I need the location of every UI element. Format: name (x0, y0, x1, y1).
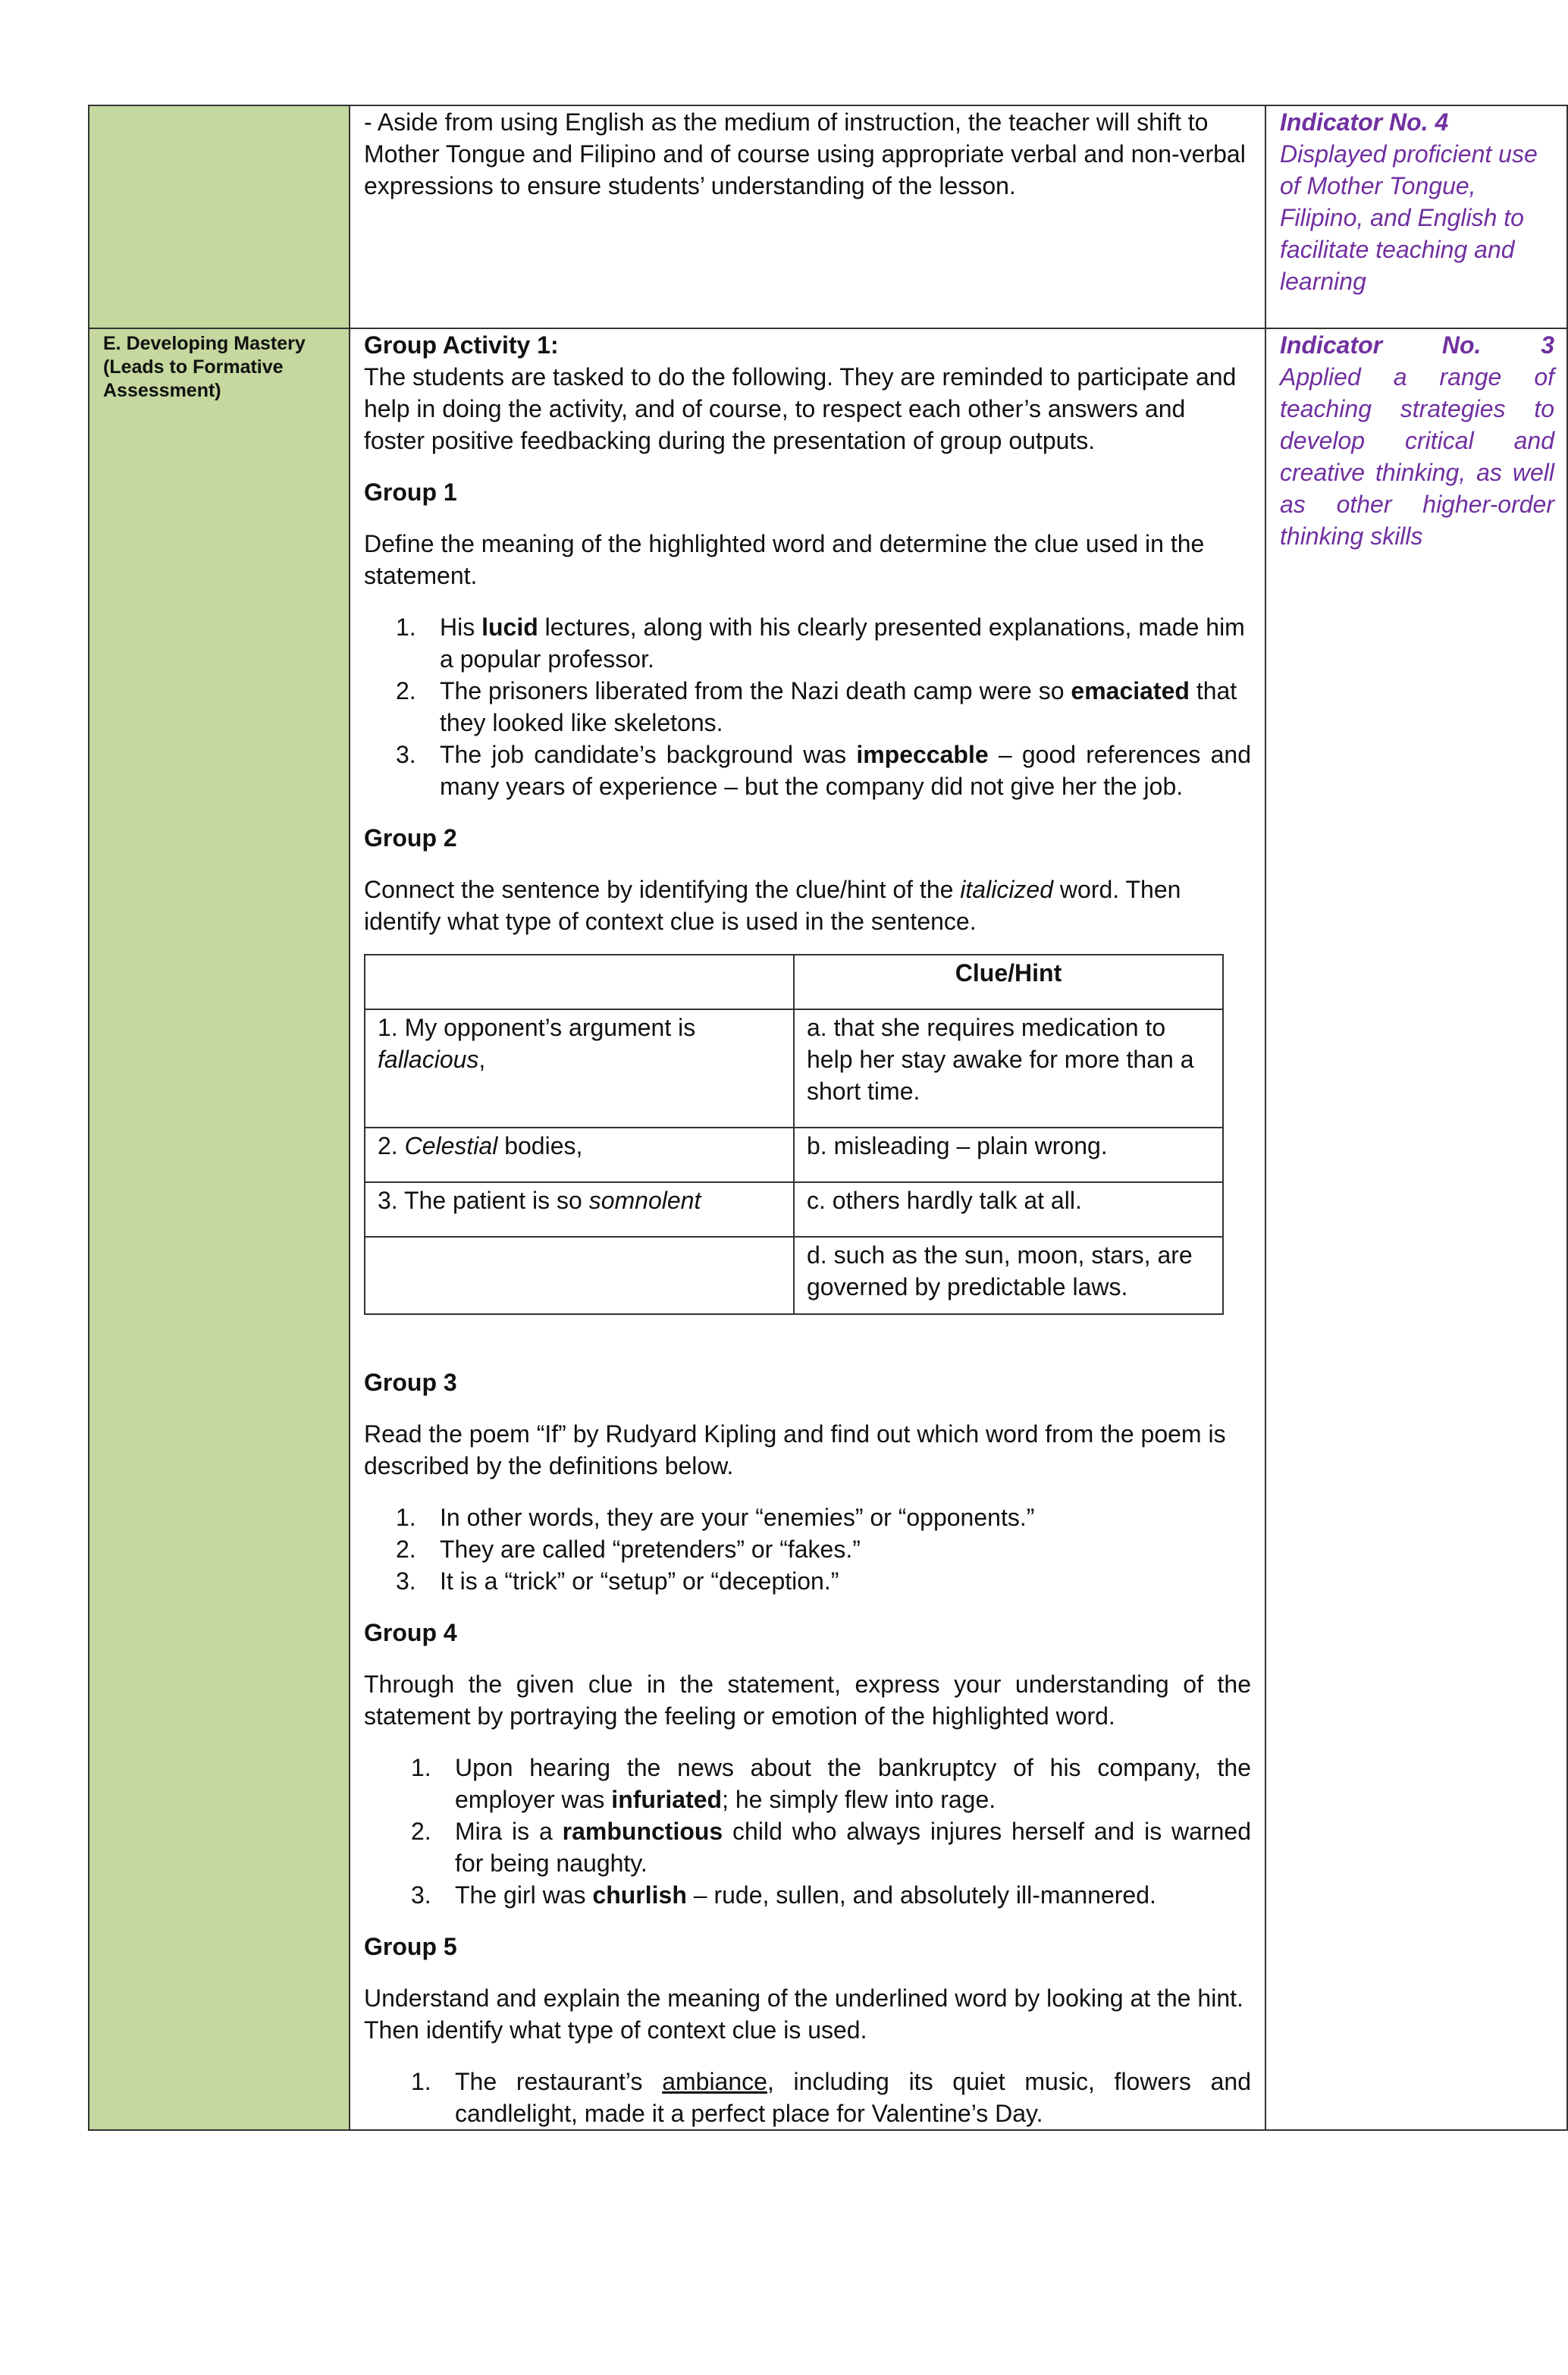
clue-table-cell: 1. My opponent’s argument is fallacious, (365, 1009, 794, 1128)
row1-label-cell (89, 105, 350, 328)
clue-table-header-right: Clue/Hint (794, 955, 1223, 1009)
lesson-plan-page (88, 105, 1554, 2131)
clue-hint-table (364, 954, 1224, 1315)
clue-table-cell: d. such as the sun, moon, stars, are governed by predictable laws. (794, 1237, 1223, 1314)
group1-instruction: Define the meaning of the highlighted word and determine the clue used in the statement. (364, 530, 1205, 589)
list-item: 3. It is a “trick” or “setup” or “deception.” (396, 1567, 839, 1595)
list-item: 3. The girl was churlish – rude, sullen, and absolutely ill-mannered. (411, 1881, 1156, 1909)
clue-table-cell: a. that she requires medication to help her stay awake for more than a short time. (794, 1009, 1223, 1128)
row-indicator-4 (89, 105, 1567, 328)
indicator-4-title: Indicator No. 4 (1280, 108, 1449, 136)
group-activity-title: Group Activity 1: (364, 331, 559, 359)
list-item: 2. The prisoners liberated from the Nazi death camp were so emaciated that they looked like skeletons. (396, 677, 1237, 736)
table-row (365, 1182, 1223, 1237)
clue-table-cell: 2. Celestial bodies, (365, 1128, 794, 1182)
group3-instruction: Read the poem “If” by Rudyard Kipling and find out which word from the poem is described by the definitions below. (364, 1420, 1226, 1479)
table-row (365, 955, 1223, 1009)
table-row (365, 1237, 1223, 1314)
group1-list (364, 611, 1251, 802)
row2-content-cell (350, 328, 1265, 2130)
row1-body-text: - Aside from using English as the medium of instruction, the teacher will shift to Mother Tongue and Filipino and of course using appropriate verbal and non-verbal expressions to ensure students’ understanding of the lesson. (364, 108, 1246, 199)
indicator-4-text: Displayed proficient use of Mother Tongue, Filipino, and English to facilitate teaching and learning (1280, 140, 1538, 295)
list-item: 1. In other words, they are your “enemies” or “opponents.” (396, 1504, 1035, 1531)
group5-instruction: Understand and explain the meaning of the underlined word by looking at the hint. Then identify what type of context clue is used. (364, 1984, 1243, 2044)
indicator-3-text: Applied a range of teaching strategies to develop critical and creative thinking, as well as other higher-order thinking skills (1280, 363, 1554, 550)
row1-content-cell (350, 105, 1265, 328)
group4-title: Group 4 (364, 1619, 457, 1646)
list-item: 1. His lucid lectures, along with his clearly presented explanations, made him a popular professor. (396, 613, 1245, 673)
row2-indicator-cell (1265, 328, 1567, 2130)
developing-mastery-label: E. Developing Mastery (Leads to Formative Assessment) (103, 333, 306, 401)
list-item: 2. Mira is a rambunctious child who always injures herself and is warned for being naughty. (411, 1818, 1252, 1877)
row1-indicator-cell (1265, 105, 1567, 328)
group2-instruction: Connect the sentence by identifying the clue/hint of the italicized word. Then identify what type of context clue is used in the sentence. (364, 876, 1181, 935)
group4-list (364, 1752, 1251, 1911)
clue-table-cell: b. misleading – plain wrong. (794, 1128, 1223, 1182)
group-activity-intro: The students are tasked to do the following. They are reminded to participate and help in doing the activity, and of course, to respect each other’s answers and foster positive feedbacking during the presentation of group outputs. (364, 363, 1237, 454)
table-row (365, 1009, 1223, 1128)
list-item: 1. The restaurant’s ambiance, including its quiet music, flowers and candlelight, made it a perfect place for Valentine’s Day. (411, 2068, 1252, 2127)
row2-label-cell (89, 328, 350, 2130)
list-item: 2. They are called “pretenders” or “fakes.” (396, 1536, 861, 1563)
group2-title: Group 2 (364, 824, 457, 852)
group5-title: Group 5 (364, 1933, 457, 1960)
clue-table-cell: c. others hardly talk at all. (794, 1182, 1223, 1237)
clue-table-cell: 3. The patient is so somnolent (365, 1182, 794, 1237)
indicator-3-title: Indicator No. 3 (1280, 331, 1554, 359)
table-row (365, 1128, 1223, 1182)
lesson-plan-table (88, 105, 1568, 2131)
clue-table-cell (365, 1237, 794, 1314)
list-item: 1. Upon hearing the news about the bankruptcy of his company, the employer was infuriated; he simply flew into rage. (411, 1754, 1251, 1813)
group3-list (364, 1501, 1251, 1597)
group3-title: Group 3 (364, 1369, 457, 1396)
list-item: 3. The job candidate’s background was impeccable – good references and many years of experience – but the company did not give her the job. (396, 741, 1251, 800)
group4-instruction: Through the given clue in the statement, express your understanding of the statement by portraying the feeling or emotion of the highlighted word. (364, 1671, 1251, 1730)
group1-title: Group 1 (364, 478, 457, 506)
group5-list (364, 2066, 1251, 2129)
row-developing-mastery (89, 328, 1567, 2130)
clue-table-header-left (365, 955, 794, 1009)
